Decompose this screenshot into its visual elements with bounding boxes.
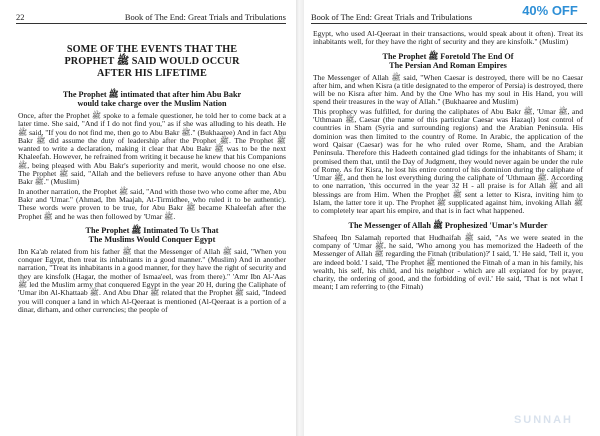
left-page — [4, 0, 294, 436]
section-heading-persian-roman — [321, 52, 575, 70]
running-header-title: Book of The End: Great Trials and Tribulations — [311, 12, 473, 22]
section-heading-line: The Muslims Would Conquer Egypt — [88, 234, 216, 244]
left-running-header — [16, 12, 286, 24]
paragraph: Once, after the Prophet ﷺ spoke to a female questioner, he told her to come back at a later time. She said, "And if I do not find you," as if she was alluding to his death. He ﷺ said, "If you do not find me, then go to Abu Bakr ﷺ." (Bukhaaree) And in fact Abu Bakr ﷺ did assume the duty of leadership after the Prophet ﷺ. The Prophet ﷺ wanted to write a declaration, making it clear that Abu Bakr ﷺ was to be the next Khaleefah. However, he refrained from writing it because he knew that his Companions ﷺ, being pleased with Abu Bakr's superiority and merit, would choose no one else. The Prophet ﷺ said, "Allah and the believers refuse to have anyone other than Abu Bakr ﷺ." (Muslim) — [18, 111, 286, 187]
left-page-body — [18, 30, 286, 315]
book-gutter — [296, 0, 304, 436]
section-heading-egypt — [26, 226, 278, 244]
chapter-title — [18, 44, 286, 80]
paragraph: In another narration, the Prophet ﷺ said, "And with those two who come after me, Abu Bakr and 'Umar." (Ahmad, Ibn Maajah, At-Tirmidhee, who ruled it to be authentic). These words were proven to be true, for Abu Bakr ﷺ became Khaleefah after the Prophet ﷺ and he was then followed by 'Umar ﷺ. — [18, 186, 287, 221]
paragraph: Ibn Ka'ab related from his father ﷺ that the Messenger of Allah ﷺ said, "When you conquer Egypt, then treat its inhabitants in a good manner." (Muslim) And in another narration, "Treat its inhabitants in a good manner, for they have the right of security and they are kinsfolk (Hagar, the mother of Ismaa'eel, was from there)." 'Amr Ibn Al-'Aas ﷺ led the Muslim army that conquered Egypt in the year 20 H, during the Caliphate of 'Umar ibn Al-Khattaab ﷺ. And Abu Dhar ﷺ related that the Prophet ﷺ said, "Indeed you will conquer a land in which Al-Qeeraat is mentioned (Al-Qeeraat is a portion of a dinar, dirham, and other currencies; the people of — [18, 246, 287, 314]
watermark-logo: SUNNAH — [513, 414, 573, 426]
paragraph: The Messenger of Allah ﷺ said, "When Caesar is destroyed, there will be no Caesar after him, and when Kisra (a title designated to the emperor of Persia) is destroyed, there will be no Kisra after him. And by the One Who has my soul in His Hand, you will spend their treasures in the way of Allah." (Bukhaaree and Muslim) — [313, 72, 583, 107]
section-heading-line: The Prophet ﷺ Intimated To Us That — [85, 225, 219, 235]
section-heading-line: The Persian And Roman Empires — [389, 60, 507, 70]
chapter-title-line: AFTER HIS LIFETIME — [97, 68, 207, 79]
section-heading-line: The Prophet ﷺ Foretold The End Of — [382, 51, 514, 61]
right-page-body — [313, 30, 583, 293]
page-number: 22 — [16, 12, 25, 22]
paragraph: Egypt, who used Al-Qeeraat in their transactions, would speak about it often). Treat its inhabitants well, for they have the right of security and they are kinsfolk." (Muslim) — [313, 29, 583, 47]
paragraph: Shafeeq Ibn Salamah reported that Hudhaifah ﷺ said, "As we were seated in the company of 'Umar ﷺ, he said, 'Who among you has memorized the Hadeeth of the Messenger of Allah ﷺ regarding the Fitnah (tribulation)?' I said, 'I.' He said, 'Tell it, you are indeed bold.' I said, 'The Prophet ﷺ mentioned the Fitnah of a man in his family, his wealth, his self, his child, and his neighbor - which are all expiated for by prayer, charity, the ordering of good, and the forbidding of evil.' He said, 'That is not what I meant; I am referring to (the Fitnah) — [313, 232, 583, 292]
section-heading-line: The Prophet ﷺ intimated that after him Abu Bakr — [62, 90, 242, 99]
section-heading-umar-murder — [321, 221, 575, 230]
right-page — [307, 0, 597, 436]
paragraph: This prophecy was fulfilled, for during the caliphates of Abu Bakr ﷺ, 'Umar ﷺ, and 'Uthmaan ﷺ, Caesar (the name of this particular Caesar was Hazaql) lost control of countries in Sham (Syria and surrounding regions) and the Arabian Peninsula. His dominion was then limited to the country of Rome. In Arabic, the application of the word Qaisar (Caesar) was for he who ruled over Rome, Sham, and the Arabian Peninsula. Therefore this Hadeeth contained glad tidings for the inhabitants of Sham; it promised them that, until the Day of Judgment, they would never again be under the rule of Rome. As for Kisra, he lost his entire control of his dominion during the caliphate of 'Umar ﷺ, and then he lost everything during the caliphate of 'Uthmaan ﷺ. According to one narration, 'this occurred in the year 32 H - all praise is for Allah ﷺ and all blessings are from Him. When the Prophet ﷺ sent a letter to Kisra, inviting him to Islam, the latter tore it up. The Prophet ﷺ supplicated against him, invoking Allah ﷺ to completely tear apart his empire, and that is in fact what happened. — [313, 106, 583, 216]
chapter-title-line: SOME OF THE EVENTS THAT THE — [66, 44, 238, 55]
discount-badge[interactable]: 40% OFF — [505, 0, 595, 22]
chapter-title-line: PROPHET ﷺ SAID WOULD OCCUR — [64, 56, 240, 67]
running-header-title: Book of The End: Great Trials and Tribulations — [124, 12, 286, 22]
section-heading-line: would take charge over the Muslim Nation — [77, 99, 227, 108]
section-heading-abu-bakr — [26, 90, 278, 108]
section-heading-line: The Messenger of Allah ﷺ Prophesized 'Umar's Murder — [348, 220, 548, 230]
